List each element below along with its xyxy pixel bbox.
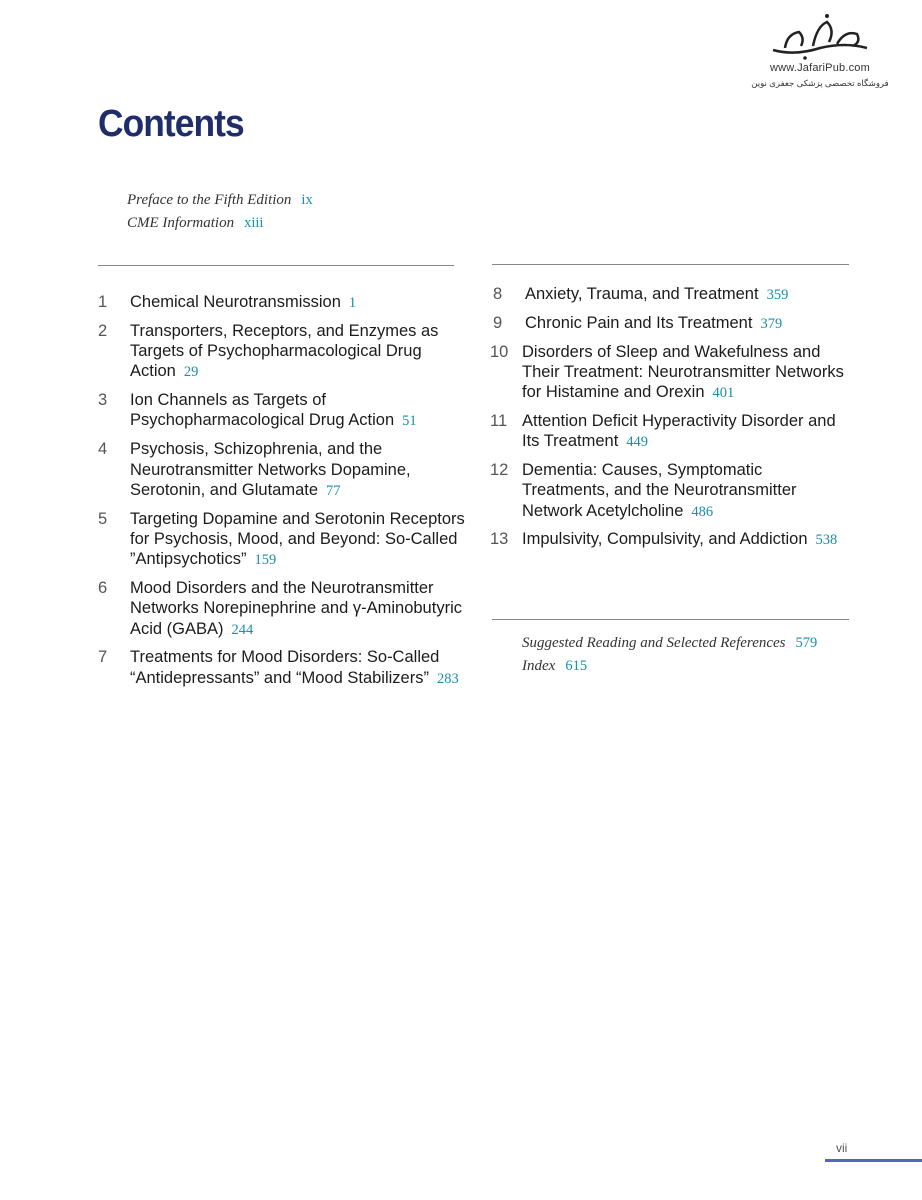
chapter-entry[interactable] [490,284,850,305]
page-number: 77 [326,482,341,499]
chapter-number: 11 [490,411,508,430]
back-matter-item[interactable] [522,635,817,658]
chapter-title: Chronic Pain and Its Treatment [525,313,753,332]
chapter-title: Anxiety, Trauma, and Treatment [525,285,759,303]
folio-page-number: vii [836,1141,848,1155]
chapter-entry[interactable] [95,647,465,689]
page-number: 51 [402,413,417,430]
chapter-number: 6 [98,579,108,598]
chapter-list-left [95,292,465,697]
chapter-entry[interactable] [95,439,465,501]
page-number: xiii [244,215,264,231]
chapter-entry[interactable] [490,342,850,404]
chapter-entry[interactable] [490,460,850,522]
entry-title: CME Information [127,215,235,231]
chapter-entry[interactable] [95,321,465,383]
chapter-title: Transporters, Receptors, and Enzymes as Targets of Psychopharmacological Drug Action [130,321,439,381]
chapter-number: 1 [98,293,108,311]
calligraphy-logo-icon [765,12,875,62]
page-number: 401 [712,385,735,402]
chapter-number: 7 [98,648,108,667]
chapter-number: 9 [493,313,503,332]
chapter-title: Chemical Neurotransmission [130,293,341,311]
chapter-number: 4 [98,440,108,459]
front-matter-item[interactable] [127,215,313,238]
chapter-number: 5 [98,509,108,528]
chapter-entry[interactable] [95,578,465,640]
chapter-entry[interactable] [95,390,465,432]
chapter-number: 12 [490,461,509,480]
page-number: 283 [436,670,459,687]
page-number: 579 [795,635,818,651]
chapter-entry[interactable] [490,313,850,334]
page-number: 159 [254,552,277,569]
chapter-title: Ion Channels as Targets of Psychopharmacological Drug Action [130,391,395,430]
divider [492,619,849,620]
chapter-entry[interactable] [95,509,465,571]
entry-title: Index [522,658,556,674]
front-matter-list [127,192,313,238]
front-matter-item[interactable] [127,192,313,215]
chapter-title: Treatments for Mood Disorders: So-Called “Antidepressants” and “Mood Stabilizers” [130,648,440,687]
chapter-title: Attention Deficit Hyperactivity Disorder and Its Treatment [522,411,836,451]
page-number: 615 [565,658,588,674]
chapter-list-right [490,284,850,558]
folio-bar [825,1159,922,1162]
divider [492,264,849,265]
chapter-number: 8 [493,285,503,303]
chapter-entry[interactable] [95,292,465,313]
divider [98,265,454,266]
page-number: 1 [348,295,357,311]
page-number: 29 [183,364,199,381]
chapter-title: Targeting Dopamine and Serotonin Receptors for Psychosis, Mood, and Beyond: So-Called ”Antipsychotics” [130,509,465,569]
chapter-number: 3 [98,391,108,410]
chapter-title: Impulsivity, Compulsivity, and Addiction [522,530,808,549]
logo-tagline: فروشگاه تخصصی پزشکی جعفری نوین [751,78,889,88]
publisher-logo [740,12,900,112]
chapter-title: Disorders of Sleep and Wakefulness and Their Treatment: Neurotransmitter Networks for Histamine and Orexin [522,342,844,402]
chapter-title: Dementia: Causes, Symptomatic Treatments, and the Neurotransmitter Network Acetylcholine [522,461,797,520]
chapter-title: Psychosis, Schizophrenia, and the Neurotransmitter Networks Dopamine, Serotonin, and Glutamate [130,440,411,499]
page-number: 538 [815,532,838,549]
chapter-entry[interactable] [490,411,850,453]
entry-title: Suggested Reading and Selected References [522,635,786,651]
chapter-number: 2 [98,321,108,340]
page-number: 449 [626,434,649,451]
chapter-title: Mood Disorders and the Neurotransmitter Networks Norepinephrine and γ-Aminobutyric Acid (GABA) [130,579,462,638]
page-title: Contents [98,103,244,145]
page-number: 244 [231,621,254,638]
chapter-entry[interactable] [490,529,850,550]
page-number: 379 [760,315,783,332]
back-matter-item[interactable] [522,658,817,681]
page-number: 359 [766,287,789,303]
page-number: 486 [691,503,714,520]
chapter-number: 13 [490,530,509,549]
page-number: ix [301,192,313,208]
back-matter-list [522,635,817,681]
logo-url: www.JafariPub.com [770,62,870,74]
chapter-number: 10 [490,342,509,361]
entry-title: Preface to the Fifth Edition [127,192,292,208]
